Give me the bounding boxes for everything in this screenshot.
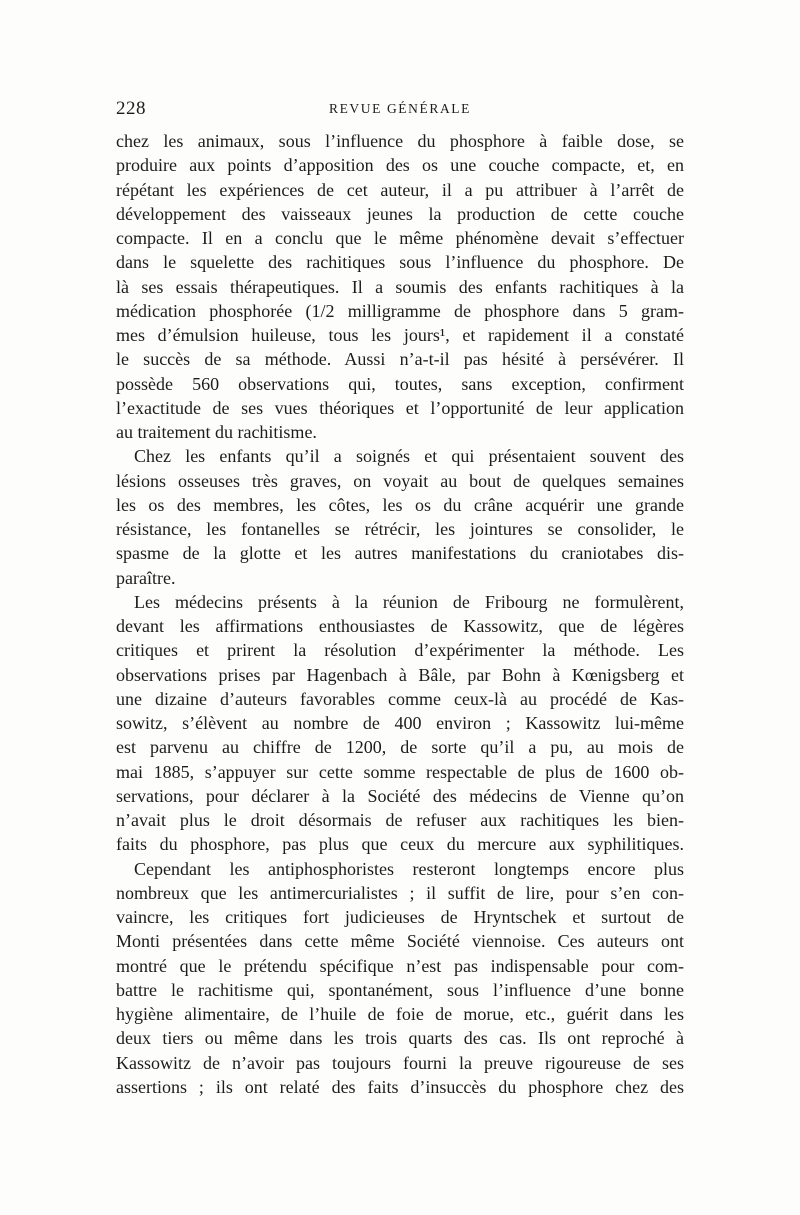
text-line: sowitz, s’élèvent au nombre de 400 environ ; Kassowitz lui-même: [116, 713, 684, 733]
text-line: une dizaine d’auteurs favorables comme ceux-là au procédé de Kas-: [116, 688, 684, 709]
page-number: 228: [116, 98, 146, 119]
paragraph-end-line: paraître.: [116, 567, 176, 588]
running-head: [116, 98, 684, 122]
running-title: REVUE GÉNÉRALE: [328, 101, 471, 116]
text-line: spasme de la glotte et les autres manifestations du craniotabes dis-: [116, 543, 684, 564]
paragraph-start-line: Chez les enfants qu’il a soignés et qui présentaient souvent des: [134, 446, 684, 467]
text-line: Kassowitz de n’avoir pas toujours fourni la preuve rigoureuse de ses: [116, 1052, 684, 1073]
body-text: [116, 129, 684, 1099]
text-line: deux tiers ou même dans les trois quarts des cas. Ils ont reproché à: [116, 1028, 684, 1049]
text-line: Monti présentées dans cette même Société viennoise. Ces auteurs ont: [116, 931, 684, 952]
text-line: le succès de sa méthode. Aussi n’a-t-il pas hésité à persévérer. Il: [116, 349, 684, 370]
paragraph-start-line: Les médecins présents à la réunion de Fribourg ne formulèrent,: [134, 591, 684, 612]
text-line: critiques et prirent la résolution d’expérimenter la méthode. Les: [116, 640, 684, 661]
text-line: dans le squelette des rachitiques sous l’influence du phosphore. De: [116, 252, 684, 273]
text-line: n’avait plus le droit désormais de refuser aux rachitiques les bien-: [116, 810, 684, 830]
paragraph-end-line: faits du phosphore, pas plus que ceux du mercure aux syphilitiques.: [116, 834, 684, 855]
text-line: possède 560 observations qui, toutes, sans exception, confirment: [116, 373, 684, 394]
text-line: mes d’émulsion huileuse, tous les jours¹, et rapidement il a constaté: [116, 325, 684, 345]
text-line: développement des vaisseaux jeunes la production de cette couche: [116, 203, 684, 224]
text-line: hygiène alimentaire, de l’huile de foie de morue, etc., guérit dans les: [116, 1004, 684, 1024]
text-line: montré que le prétendu spécifique n’est pas indispensable pour com-: [116, 955, 684, 976]
paragraph-end-line: au traitement du rachitisme.: [116, 422, 317, 442]
text-line: devant les affirmations enthousiastes de Kassowitz, que de légères: [116, 616, 684, 636]
text-line: vaincre, les critiques fort judicieuses de Hryntschek et surtout de: [116, 907, 684, 927]
text-line: les os des membres, les côtes, les os du crâne acquérir une grande: [116, 494, 684, 515]
text-line: produire aux points d’apposition des os une couche compacte, et, en: [116, 155, 684, 176]
text-line: lésions osseuses très graves, on voyait au bout de quelques semaines: [116, 470, 684, 491]
text-line: nombreux que les antimercurialistes ; il suffit de lire, pour s’en con-: [116, 882, 684, 903]
text-line: est parvenu au chiffre de 1200, de sorte qu’il a pu, au mois de: [116, 737, 684, 758]
text-line: observations prises par Hagenbach à Bâle, par Bohn à Kœnigsberg et: [116, 664, 684, 685]
text-line: médication phosphorée (1/2 milligramme de phosphore dans 5 gram-: [116, 300, 684, 321]
text-line: battre le rachitisme qui, spontanément, sous l’influence d’une bonne: [116, 979, 684, 1000]
text-line: compacte. Il en a conclu que le même phénomène devait s’effectuer: [116, 228, 684, 248]
text-line: mai 1885, s’appuyer sur cette somme respectable de plus de 1600 ob-: [116, 761, 684, 782]
text-line: l’exactitude de ses vues théoriques et l’opportunité de leur application: [116, 397, 684, 418]
text-line: chez les animaux, sous l’influence du phosphore à faible dose, se: [116, 131, 684, 151]
text-line: répétant les expériences de cet auteur, il a pu attribuer à l’arrêt de: [116, 179, 684, 200]
paragraph-start-line: Cependant les antiphosphoristes resteront longtemps encore plus: [134, 858, 684, 879]
text-line: là ses essais thérapeutiques. Il a soumis des enfants rachitiques à la: [116, 276, 684, 297]
text-line: assertions ; ils ont relaté des faits d’insuccès du phosphore chez des: [116, 1076, 684, 1097]
text-line: résistance, les fontanelles se rétrécir, les jointures se consolider, le: [116, 519, 684, 539]
text-line: servations, pour déclarer à la Société des médecins de Vienne qu’on: [116, 785, 684, 806]
